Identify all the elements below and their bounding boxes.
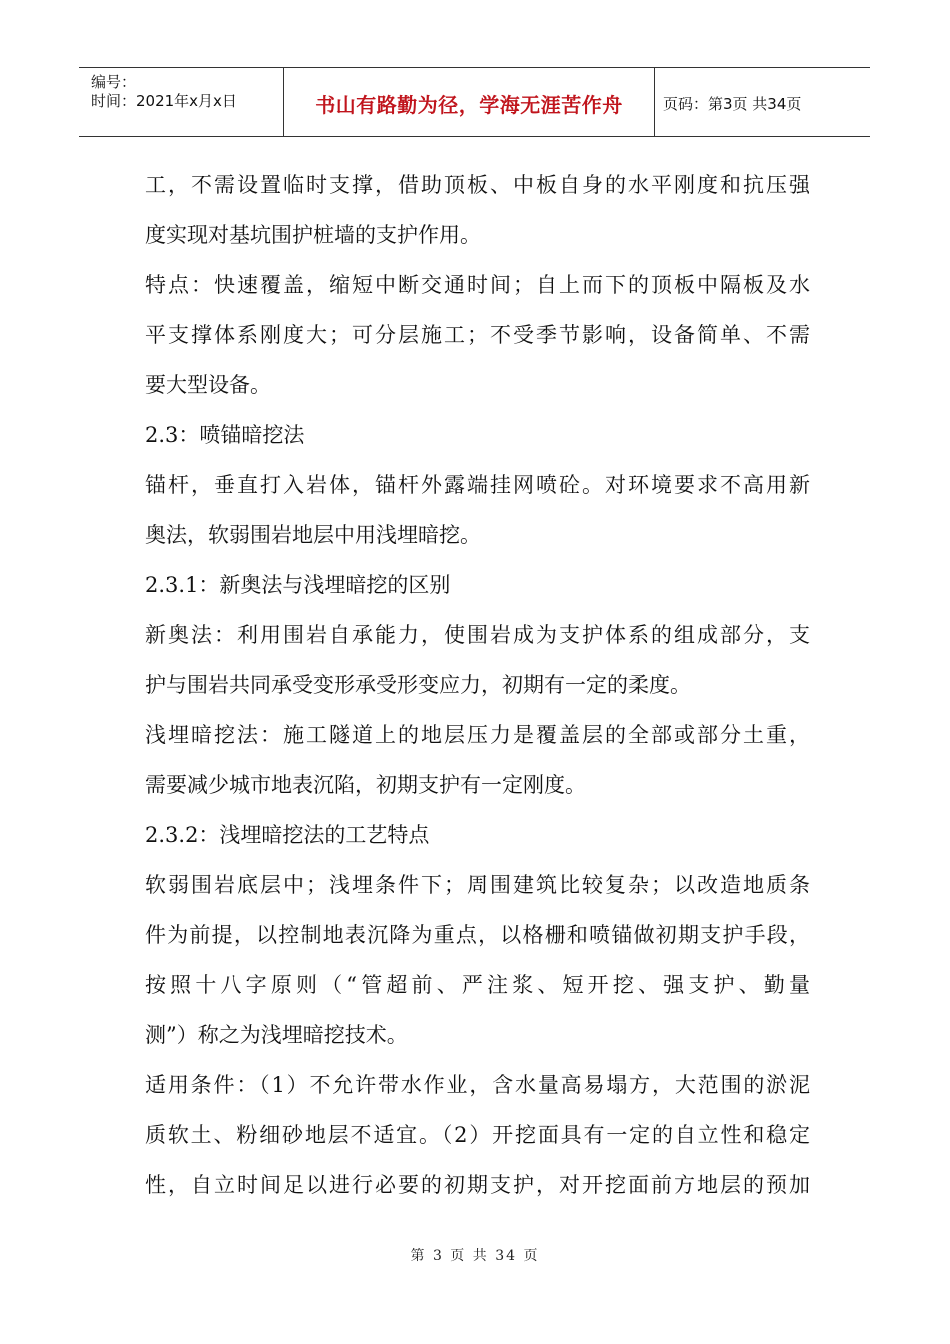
text-line: 2.3.1：新奥法与浅埋暗挖的区别 [145, 573, 451, 597]
header-motto: 书山有路勤为径，学海无涯苦作舟 [315, 93, 623, 117]
header-meta-cell [79, 68, 284, 136]
text-line: 需要减少城市地表沉陷，初期支护有一定刚度。 [145, 773, 586, 797]
text-line: 按照十八字原则（“管超前、严注浆、短开挖、强支护、勤量 [145, 973, 810, 997]
document-number-label: 编号： [91, 73, 137, 91]
text-line: 要大型设备。 [145, 373, 271, 397]
header-motto-cell [284, 68, 655, 136]
text-line: 平支撑体系刚度大；可分层施工；不受季节影响，设备简单、不需 [145, 323, 810, 347]
text-line: 浅埋暗挖法：施工隧道上的地层压力是覆盖层的全部或部分土重， [145, 723, 810, 747]
text-line: 性，自立时间足以进行必要的初期支护，对开挖面前方地层的预加 [145, 1173, 810, 1197]
text-line: 软弱围岩底层中；浅埋条件下；周围建筑比较复杂；以改造地质条 [145, 873, 810, 897]
document-date-label: 时间：2021年x月x日 [91, 92, 237, 110]
text-line: 件为前提，以控制地表沉降为重点，以格栅和喷锚做初期支护手段， [145, 923, 810, 947]
text-line: 2.3：喷锚暗挖法 [145, 423, 305, 447]
text-line: 测”）称之为浅埋暗挖技术。 [145, 1023, 408, 1047]
header-page-info: 页码：第3页 共34页 [663, 95, 802, 113]
text-line: 护与围岩共同承受变形承受形变应力，初期有一定的柔度。 [145, 673, 691, 697]
text-line: 奥法，软弱围岩地层中用浅埋暗挖。 [145, 523, 481, 547]
text-line: 工，不需设置临时支撑，借助顶板、中板自身的水平刚度和抗压强 [145, 173, 810, 197]
text-line: 新奥法：利用围岩自承能力，使围岩成为支护体系的组成部分，支 [145, 623, 810, 647]
document-body [145, 166, 810, 1216]
page-footer: 第 3 页 共 34 页 [410, 1248, 540, 1264]
text-line: 锚杆，垂直打入岩体，锚杆外露端挂网喷砼。对环境要求不高用新 [145, 473, 810, 497]
text-line: 度实现对基坑围护桩墙的支护作用。 [145, 223, 481, 247]
text-line: 特点：快速覆盖，缩短中断交通时间；自上而下的顶板中隔板及水 [145, 273, 810, 297]
header-page-cell [655, 68, 870, 136]
text-line: 2.3.2：浅埋暗挖法的工艺特点 [145, 823, 430, 847]
page-header [79, 67, 870, 137]
text-line: 适用条件：（1）不允许带水作业，含水量高易塌方，大范围的淤泥 [145, 1073, 810, 1097]
text-line: 质软土、粉细砂地层不适宜。（2）开挖面具有一定的自立性和稳定 [145, 1123, 810, 1147]
